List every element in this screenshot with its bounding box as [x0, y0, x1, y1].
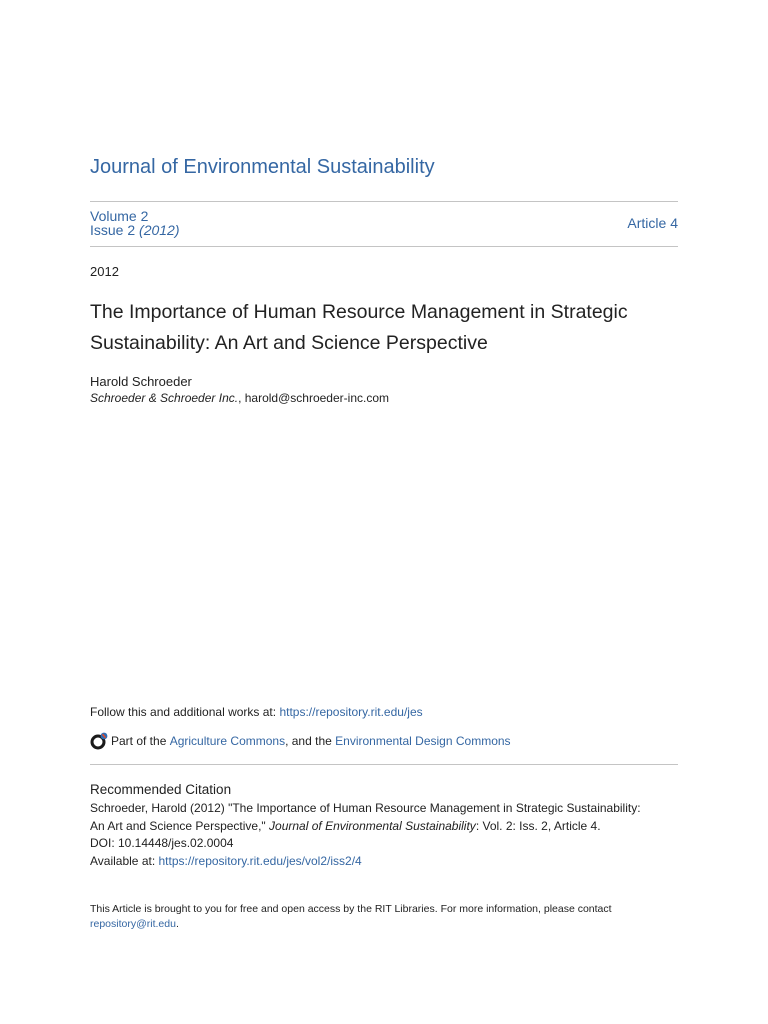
repository-email-link[interactable]: repository@rit.edu — [90, 918, 176, 930]
footer-contact — [90, 917, 678, 932]
footer-text: This Article is brought to you for free and open access by the RIT Libraries. For more information, please contact — [90, 903, 612, 915]
available-prefix: Available at: — [90, 853, 159, 868]
affiliation-separator: , — [238, 391, 245, 405]
issue-label: Issue 2 — [90, 222, 136, 238]
publication-year: 2012 — [90, 264, 119, 279]
follow-line — [90, 705, 423, 719]
header-bottom-divider — [90, 246, 678, 247]
recommended-citation-heading: Recommended Citation — [90, 782, 232, 797]
citation-line-2-end: : Vol. 2: Iss. 2, Article 4. — [475, 818, 601, 833]
citation-journal-name: Journal of Environmental Sustainability — [269, 818, 476, 833]
access-footer — [90, 902, 678, 932]
citation-block — [90, 800, 678, 870]
citation-line-2 — [90, 818, 678, 836]
environmental-design-commons-link[interactable]: Environmental Design Commons — [335, 733, 511, 748]
author-affiliation — [90, 391, 389, 405]
volume-issue-block — [90, 209, 180, 237]
issue-link[interactable] — [90, 222, 180, 238]
volume-link[interactable]: Volume 2 — [90, 208, 149, 224]
cover-page — [90, 0, 678, 1024]
citation-divider — [90, 764, 678, 765]
article-title: The Importance of Human Resource Management in Strategic Sustainability: An Art and Science Perspective — [90, 301, 628, 354]
journal-title-link[interactable]: Journal of Environmental Sustainability — [90, 156, 435, 178]
article-number-link[interactable]: Article 4 — [627, 215, 678, 231]
article-url-link[interactable]: https://repository.rit.edu/jes/vol2/iss2/4 — [158, 853, 362, 868]
citation-available — [90, 853, 678, 871]
part-of-line — [90, 731, 511, 750]
follow-prefix: Follow this and additional works at: — [90, 705, 280, 719]
author-email: harold@schroeder-inc.com — [244, 391, 389, 405]
agriculture-commons-link[interactable]: Agriculture Commons — [169, 733, 286, 748]
repository-link[interactable]: https://repository.rit.edu/jes — [279, 705, 423, 719]
part-of-middle: , and the — [285, 733, 336, 748]
author-name: Harold Schroeder — [90, 374, 192, 389]
citation-line-2-start: An Art and Science Perspective," — [90, 818, 270, 833]
bepress-commons-icon — [90, 731, 109, 750]
citation-line-1: Schroeder, Harold (2012) "The Importance of Human Resource Management in Strategic Sustainability: — [90, 801, 641, 815]
issue-year: (2012) — [139, 222, 180, 238]
part-of-prefix: Part of the — [111, 733, 167, 748]
header-top-divider — [90, 201, 678, 202]
citation-doi: DOI: 10.14448/jes.02.0004 — [90, 836, 234, 850]
affiliation-institution: Schroeder & Schroeder Inc. — [90, 391, 239, 405]
footer-period: . — [175, 918, 179, 930]
